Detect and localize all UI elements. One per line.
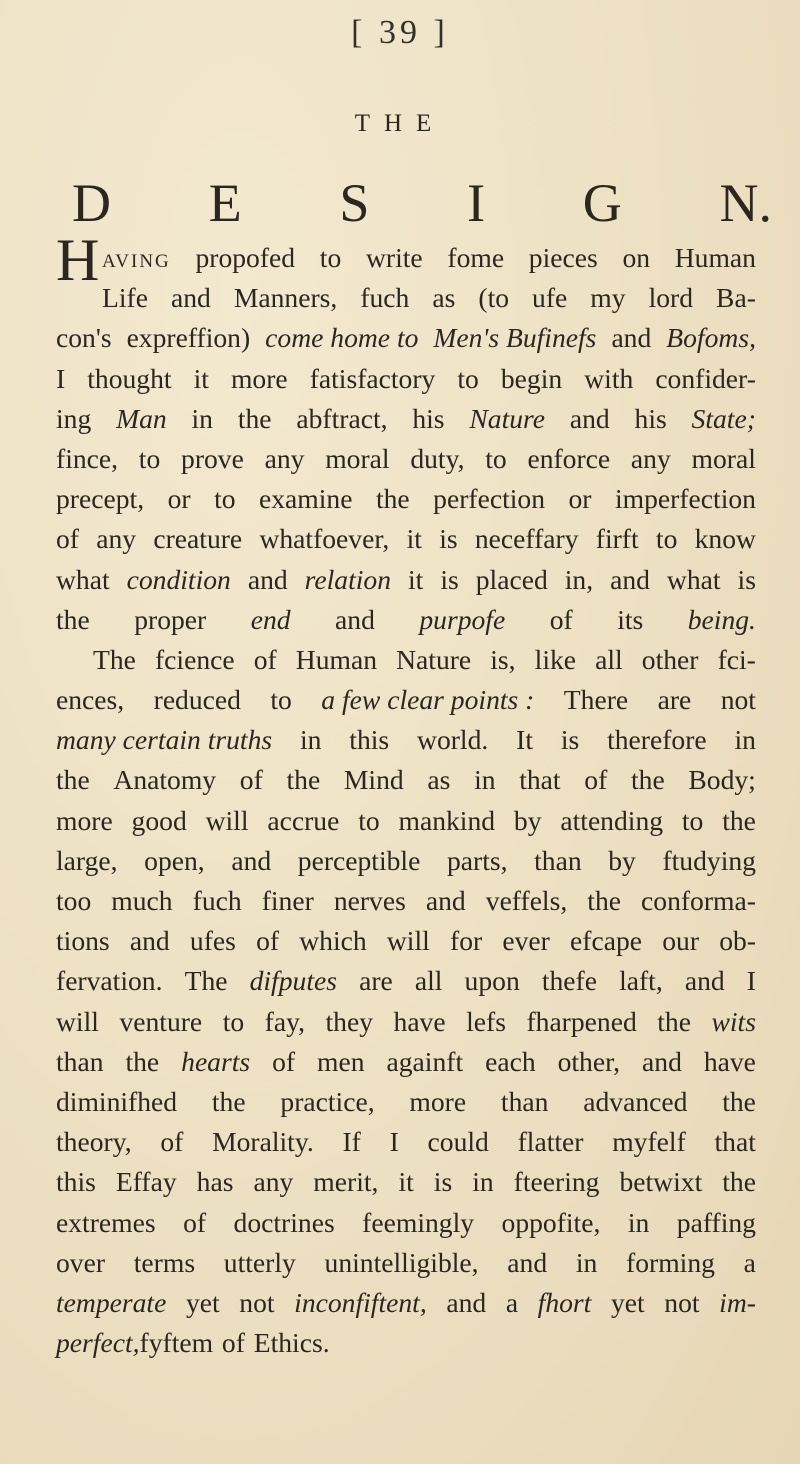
word: Manners,: [233, 282, 338, 314]
word: duty,: [410, 442, 465, 474]
word: I: [389, 1126, 399, 1158]
text-line: [56, 760, 756, 800]
word: more: [56, 804, 113, 836]
word: of: [549, 603, 573, 635]
word: fince,: [56, 442, 119, 474]
word: and: [247, 563, 288, 595]
word: or: [167, 483, 191, 515]
word: myfelf: [612, 1126, 686, 1158]
word: oppofite,: [501, 1206, 601, 1238]
word: whatfoever,: [259, 523, 390, 555]
word: fatisfactory: [309, 362, 436, 394]
word: nerves: [333, 885, 406, 916]
word: and: [684, 965, 725, 997]
word: like: [534, 643, 577, 675]
word: in: [575, 1246, 598, 1278]
text-line: [56, 359, 756, 399]
word: its: [617, 603, 644, 635]
word: fervation.: [56, 965, 163, 997]
word: The: [184, 965, 228, 997]
word: Ba-: [716, 282, 756, 314]
word: thought: [87, 362, 172, 394]
word: by: [608, 844, 636, 876]
word: the: [286, 764, 321, 796]
word: fci-: [717, 643, 756, 675]
word: neceffary: [474, 523, 579, 555]
word: venture: [119, 1005, 203, 1037]
word: large,: [56, 844, 118, 876]
word: extremes: [56, 1206, 156, 1238]
word: will: [205, 804, 249, 836]
word: efcape: [570, 925, 643, 957]
text-line: [56, 881, 756, 921]
word: prove: [181, 442, 244, 474]
word: in: [734, 724, 756, 756]
word: and: [335, 603, 375, 635]
word: the: [237, 402, 272, 434]
word: wits: [711, 1005, 756, 1037]
heading-letter: D: [72, 173, 111, 233]
word: men: [317, 1045, 365, 1077]
section-heading-design: [72, 172, 772, 234]
word: in: [474, 764, 496, 796]
word: and: [569, 402, 610, 434]
word: of: [253, 643, 277, 675]
word: any: [630, 442, 671, 474]
word: fay,: [264, 1005, 305, 1037]
word: the: [722, 804, 756, 836]
word: and: [231, 844, 272, 876]
drop-cap: H: [56, 227, 100, 293]
word: it: [193, 362, 209, 394]
word: Morality.: [212, 1126, 314, 1158]
word: world.: [417, 724, 489, 756]
word: The: [93, 643, 136, 675]
word: is: [737, 563, 756, 595]
word: have: [393, 1005, 446, 1037]
word: lefs: [466, 1005, 506, 1037]
word: pieces: [528, 242, 598, 273]
text-line: [56, 399, 756, 439]
text-line: [56, 1243, 756, 1283]
word: imperfection: [614, 483, 756, 515]
word: reduced: [153, 684, 241, 716]
word: and: [611, 322, 652, 354]
word: this: [56, 1166, 96, 1198]
word: will: [56, 1005, 99, 1037]
text-line: [56, 1283, 756, 1323]
word: ences,: [56, 684, 125, 716]
word: to: [655, 523, 678, 555]
word: my: [590, 282, 626, 314]
word: the: [587, 885, 621, 916]
word: aving: [102, 242, 171, 273]
text-line: [56, 1082, 756, 1122]
word: fcience: [154, 643, 235, 675]
word: the: [211, 1085, 246, 1117]
word: hearts: [181, 1045, 251, 1077]
word: are: [359, 965, 393, 997]
word: than: [500, 1085, 549, 1117]
word: to: [319, 242, 342, 273]
word: (to: [478, 282, 510, 314]
heading-letter: I: [467, 173, 486, 233]
text-line: [56, 921, 756, 961]
text-line: [56, 479, 756, 519]
word: im-: [719, 1286, 756, 1318]
word: fhort: [537, 1286, 592, 1318]
word: the: [125, 1045, 160, 1077]
text-line: [56, 961, 756, 1001]
word: and: [610, 563, 650, 595]
word: and: [446, 1286, 487, 1318]
word: could: [427, 1126, 489, 1158]
word: betwixt: [619, 1166, 703, 1198]
word: will: [386, 925, 430, 957]
word: to: [214, 483, 236, 515]
word: againft: [386, 1045, 464, 1077]
word: perfection: [433, 483, 546, 515]
body-text: [56, 227, 756, 1363]
word: to: [358, 804, 380, 836]
word: not: [239, 1286, 275, 1318]
text-line: [56, 680, 756, 720]
word: know: [694, 523, 756, 555]
text-line: [56, 1002, 756, 1042]
word: and: [642, 1045, 682, 1077]
word: end: [250, 603, 291, 635]
word: Human: [295, 643, 378, 675]
word: proper: [134, 603, 207, 635]
word: all: [414, 965, 443, 997]
word: is: [433, 1166, 453, 1198]
text-line: [56, 519, 756, 559]
word: advanced: [583, 1085, 688, 1117]
word: of: [221, 1327, 245, 1359]
word: of: [56, 523, 79, 555]
word: of: [160, 1126, 184, 1158]
text-line: [56, 801, 756, 841]
heading-letter: E: [208, 173, 242, 233]
word: than: [56, 1045, 104, 1077]
word: purpofe: [419, 603, 506, 635]
text-line: [56, 1203, 756, 1243]
word: good: [131, 804, 187, 836]
word: the: [630, 764, 665, 796]
word: any: [96, 523, 137, 555]
word: other: [641, 643, 699, 675]
word: being.: [687, 603, 756, 635]
word: doctrines: [233, 1206, 335, 1238]
word: upon: [464, 965, 520, 997]
word: inconfiftent,: [294, 1286, 427, 1318]
word: If: [342, 1126, 361, 1158]
word: more: [230, 362, 288, 394]
word: fteering: [513, 1166, 600, 1198]
word: many certain truths: [56, 724, 273, 756]
word: enforce: [527, 442, 611, 474]
word: Mind: [343, 764, 404, 796]
word: begin: [500, 362, 563, 394]
word: in: [627, 1206, 650, 1238]
text-line: [56, 318, 756, 358]
word: in,: [564, 563, 594, 595]
word: as: [432, 282, 456, 314]
word: precept,: [56, 483, 145, 515]
word: ob-: [719, 925, 756, 957]
word: difputes: [249, 965, 337, 997]
word: Anatomy: [113, 764, 217, 796]
word: it: [408, 563, 424, 595]
word: it: [398, 1166, 414, 1198]
word: yet: [610, 1286, 645, 1318]
word: with: [584, 362, 634, 394]
word: this: [349, 724, 390, 756]
word: merit,: [313, 1166, 379, 1198]
word: and: [507, 1246, 548, 1278]
word: too: [56, 885, 92, 916]
word: what: [666, 563, 721, 595]
word: not: [720, 684, 756, 716]
text-line: [56, 227, 756, 293]
heading-letter: G: [582, 173, 622, 233]
word: Human: [674, 242, 756, 273]
word: creature: [153, 523, 243, 555]
word: other,: [557, 1045, 621, 1077]
word: it: [406, 523, 422, 555]
word: in: [299, 724, 322, 756]
word: terms: [133, 1246, 196, 1278]
word: Ethics.: [253, 1327, 330, 1359]
word: a: [505, 1286, 519, 1318]
text-line: [56, 600, 756, 640]
word: Life: [102, 282, 148, 314]
word: of: [183, 1206, 207, 1238]
text-line: [56, 1042, 756, 1082]
word: of: [239, 764, 263, 796]
word: fuch: [192, 885, 242, 916]
word: than: [534, 844, 582, 876]
word: the: [56, 764, 90, 796]
word: parts,: [446, 844, 508, 876]
word: that: [519, 764, 561, 796]
word: I: [56, 362, 66, 394]
word: perfect,: [56, 1327, 140, 1359]
word: open,: [144, 844, 205, 876]
word: are: [657, 684, 692, 716]
word: which: [299, 925, 367, 957]
heading-letter: N.: [719, 173, 772, 233]
word: Effay: [115, 1166, 177, 1198]
word: for: [450, 925, 483, 957]
word: perceptible: [297, 844, 421, 876]
text-line: [56, 841, 756, 881]
word: practice,: [280, 1085, 375, 1117]
word: feemingly: [362, 1206, 475, 1238]
word: veffels,: [485, 885, 568, 916]
word: relation: [304, 563, 392, 595]
word: theory,: [56, 1126, 132, 1158]
word: the: [657, 1005, 691, 1037]
word: and: [425, 885, 466, 916]
word: or: [568, 483, 592, 515]
word: is: [560, 724, 580, 756]
word: a few clear points :: [321, 684, 535, 716]
word: ing: [56, 402, 92, 434]
word: Men's Bufinefs: [433, 322, 597, 354]
word: each: [485, 1045, 536, 1077]
word: temperate: [56, 1286, 167, 1318]
word: of: [272, 1045, 296, 1077]
text-line: [56, 1162, 756, 1202]
word: to: [681, 804, 704, 836]
text-line: [56, 560, 756, 600]
word: ufe: [532, 282, 568, 314]
word: fuch: [360, 282, 410, 314]
word: condition: [126, 563, 231, 595]
word: fome: [447, 242, 505, 273]
word: in: [191, 402, 213, 434]
word: is,: [490, 643, 516, 675]
word: his: [412, 402, 445, 434]
word: State;: [691, 402, 756, 434]
word: is: [440, 563, 459, 595]
word: tions: [56, 925, 110, 957]
word: write: [365, 242, 423, 273]
word: ftudying: [662, 844, 756, 876]
word: over: [56, 1246, 106, 1278]
word: has: [196, 1166, 234, 1198]
word: have: [703, 1045, 756, 1077]
word: yet: [185, 1286, 220, 1318]
word: flatter: [517, 1126, 584, 1158]
word: a: [743, 1246, 756, 1278]
word: It: [516, 724, 533, 756]
word: diminifhed: [56, 1085, 178, 1117]
word: thefe: [541, 965, 597, 997]
word: what: [56, 563, 110, 595]
text-line: [56, 720, 756, 760]
word: and: [170, 282, 211, 314]
text-line: [56, 640, 756, 680]
word: come home to: [265, 322, 419, 354]
text-line: [56, 439, 756, 479]
word: fharpened: [526, 1005, 637, 1037]
word: propofed: [195, 242, 296, 273]
word: our: [662, 925, 700, 957]
word: finer: [261, 885, 314, 916]
word: is: [439, 523, 458, 555]
word: of: [584, 764, 608, 796]
word: to: [270, 684, 292, 716]
text-line: [56, 1122, 756, 1162]
word: fyftem: [139, 1327, 214, 1359]
word: confider-: [655, 362, 756, 394]
word: Body;: [688, 764, 756, 796]
text-line: [56, 278, 756, 318]
word: that: [714, 1126, 756, 1158]
word: the: [375, 483, 410, 515]
word: I: [746, 965, 756, 997]
text-line: [56, 1323, 756, 1363]
word: on: [622, 242, 651, 273]
word: of: [256, 925, 280, 957]
word: There: [563, 684, 629, 716]
section-heading-the: THE: [354, 110, 446, 137]
word: and: [129, 925, 170, 957]
word: his: [634, 402, 667, 434]
word: the: [722, 1085, 756, 1117]
word: Bofoms,: [666, 322, 756, 354]
word: examine: [259, 483, 353, 515]
word: attending: [560, 804, 664, 836]
word: to: [485, 442, 507, 474]
word: much: [111, 885, 173, 916]
word: moral: [691, 442, 756, 474]
word: laft,: [619, 965, 663, 997]
word: all: [595, 643, 623, 675]
word: to: [138, 442, 161, 474]
word: abftract,: [296, 402, 388, 434]
page-number: [ 39 ]: [351, 14, 449, 51]
word: lord: [648, 282, 694, 314]
word: the: [56, 603, 90, 635]
word: any: [264, 442, 305, 474]
word: therefore: [607, 724, 707, 756]
word: moral: [325, 442, 390, 474]
word: con's: [56, 322, 112, 354]
word: expreffion): [126, 322, 251, 354]
word: ufes: [189, 925, 236, 957]
word: forming: [626, 1246, 715, 1278]
word: to: [222, 1005, 245, 1037]
word: accrue: [267, 804, 340, 836]
word: not: [664, 1286, 700, 1318]
word: Man: [116, 402, 167, 434]
word: Nature: [469, 402, 546, 434]
word: in: [472, 1166, 494, 1198]
word: conforma-: [641, 885, 756, 916]
word: more: [409, 1085, 467, 1117]
word: as: [427, 764, 451, 796]
word: they: [325, 1005, 374, 1037]
word: paffing: [676, 1206, 756, 1238]
word: Nature: [396, 643, 472, 675]
heading-letter: S: [339, 173, 370, 233]
word: any: [253, 1166, 294, 1198]
word: utterly: [223, 1246, 296, 1278]
word: firft: [595, 523, 639, 555]
word: by: [513, 804, 542, 836]
word: the: [722, 1166, 756, 1198]
word: ever: [502, 925, 550, 957]
word: mankind: [398, 804, 496, 836]
word: placed: [475, 563, 548, 595]
word: to: [457, 362, 479, 394]
word: unintelligible,: [324, 1246, 479, 1278]
